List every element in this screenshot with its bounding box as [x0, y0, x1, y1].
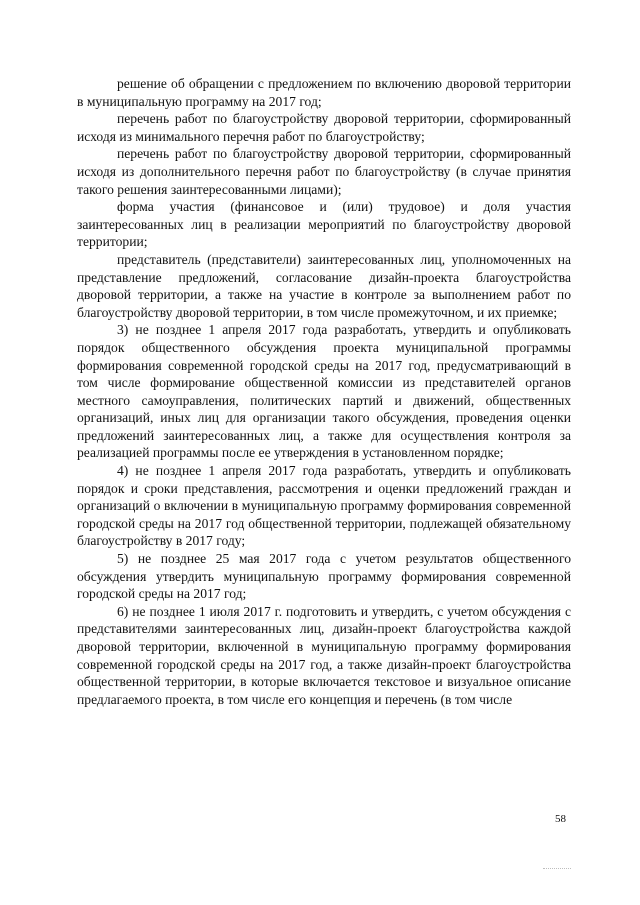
paragraph-minimal-works-list: перечень работ по благоустройству дворовой территории, сформированный исходя из минимального перечня работ по благоустройству;: [77, 111, 571, 144]
page-number: 58: [555, 813, 566, 825]
scan-artifact: [543, 868, 571, 870]
paragraph-appeal-decision: решение об обращении с предложением по включению дворовой территории в муниципальную программу на 2017 год;: [77, 76, 571, 109]
paragraph-representatives: представитель (представители) заинтересованных лиц, уполномоченных на представление предложений, согласование дизайн-проекта благоустройства дворовой территории, а также на участие в контроле за выполнением работ по благоустройству дворовой территории, в том числе промежуточном, и их приемке;: [77, 251, 571, 320]
paragraph-item-6: 6) не позднее 1 июля 2017 г. подготовить и утвердить, с учетом обсуждения с представителями заинтересованных лиц, дизайн-проект благоустройства каждой дворовой территории, включенной в муниципальную программу формирования современной городской среды на 2017 год, а также дизайн-проект благоустройства общественной территории, в которые включается текстовое и визуальное описание предлагаемого проекта, в том числе его концепция и перечень (в том числе: [77, 603, 571, 707]
paragraph-item-3: 3) не позднее 1 апреля 2017 года разработать, утвердить и опубликовать порядок общественного обсуждения проекта муниципальной программы формирования современной городской среды на 2017 год, предусматривающий в том числе формирование общественной комиссии из представителей органов местного самоуправления, политических партий и движений, общественных организаций, иных лиц для организации такого обсуждения, проведения оценки предложений заинтересованных лиц, а также для осуществления контроля за реализацией программы после ее утверждения в установленном порядке;: [77, 322, 571, 461]
paragraph-additional-works-list: перечень работ по благоустройству дворовой территории, сформированный исходя из дополнительного перечня работ по благоустройству (в случае принятия такого решения заинтересованными лицами);: [77, 146, 571, 197]
paragraph-item-5: 5) не позднее 25 мая 2017 года с учетом результатов общественного обсуждения утвердить муниципальную программу формирования современной городской среды на 2017 год;: [77, 551, 571, 602]
paragraph-participation-form: форма участия (финансовое и (или) трудовое) и доля участия заинтересованных лиц в реализации мероприятий по благоустройству дворовой территории;: [77, 199, 571, 250]
paragraph-item-4: 4) не позднее 1 апреля 2017 года разработать, утвердить и опубликовать порядок и сроки представления, рассмотрения и оценки предложений граждан и организаций о включении в муниципальную программу формирования современной городской среды на 2017 год общественной территории, подлежащей обязательному благоустройству в 2017 году;: [77, 463, 571, 549]
document-body: [77, 75, 571, 708]
